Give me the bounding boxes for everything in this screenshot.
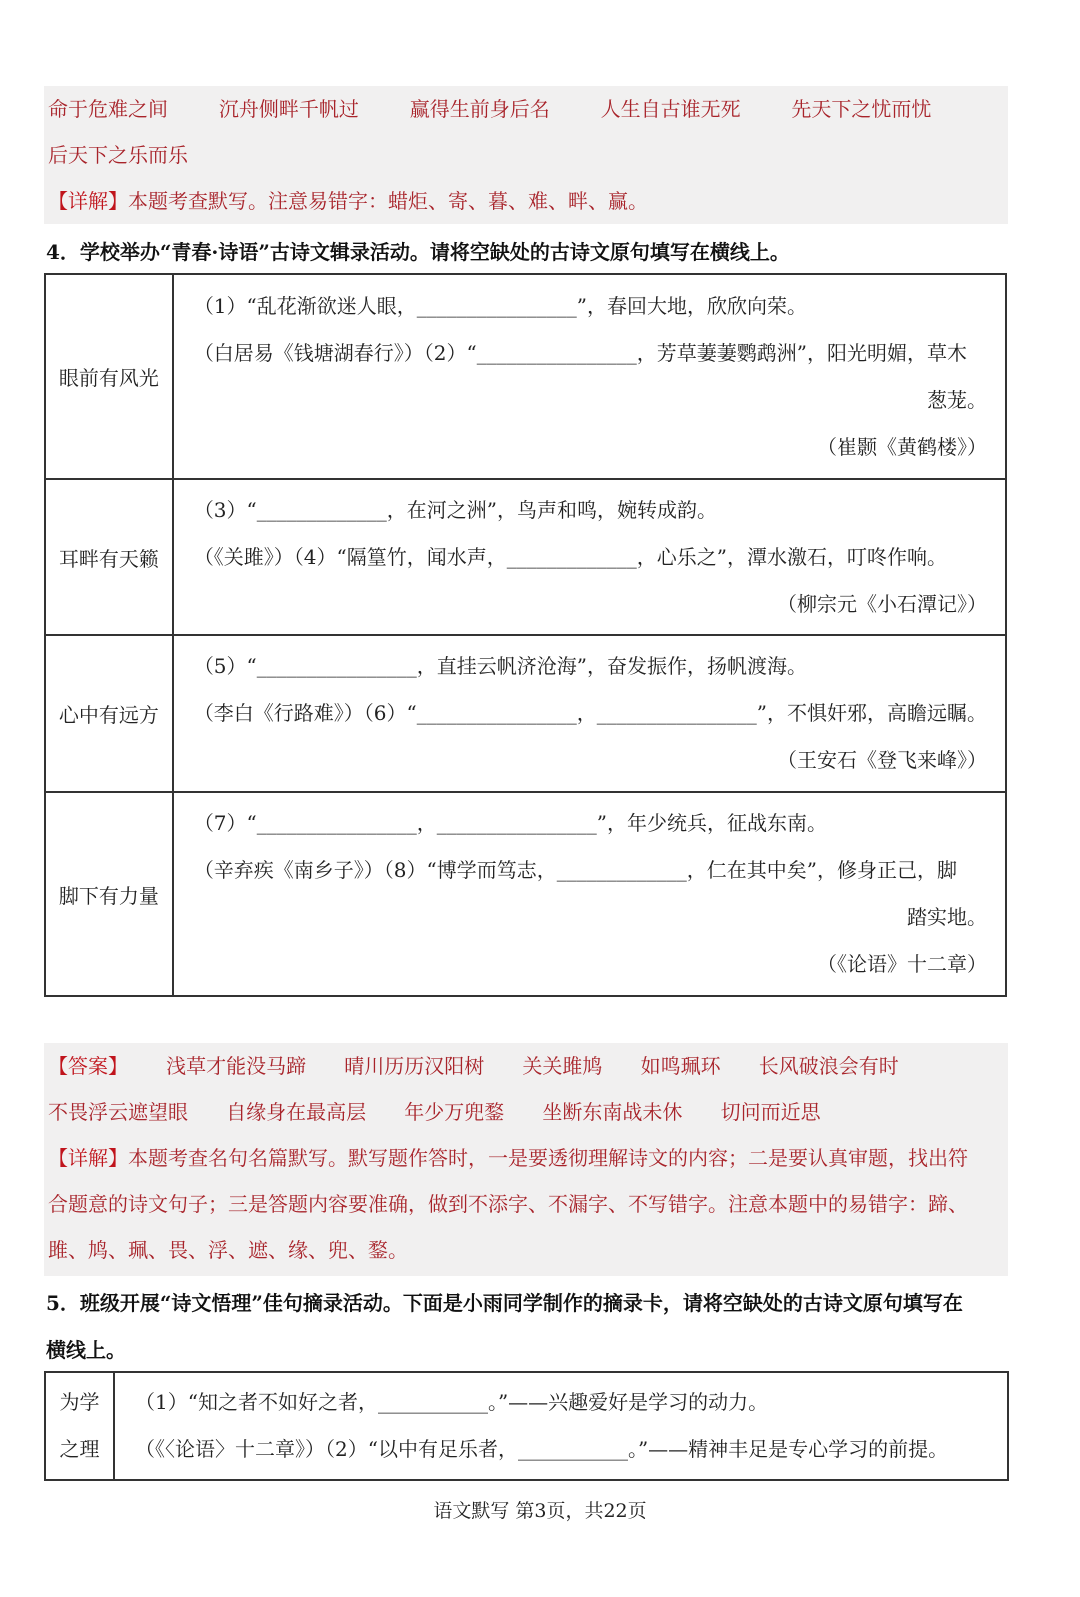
- row-content: [173, 635, 1006, 792]
- content-line: （《论语》十二章）: [817, 952, 987, 976]
- table-row: [45, 792, 1006, 996]
- table-row: [45, 1372, 1008, 1480]
- answer-line: 后天下之乐而乐: [48, 143, 188, 167]
- content-line: （1）“乱花渐欲迷人眼，________________”，春回大地，欣欣向荣。: [193, 293, 807, 318]
- content-line: （3）“_____________，在河之洲”，鸟声和鸣，婉转成韵。: [193, 497, 717, 522]
- page-footer: 语文默写 第3页，共22页: [433, 1500, 647, 1522]
- detail-tag: 【详解】: [48, 189, 128, 213]
- content-line: 葱茏。: [927, 387, 987, 412]
- content-line: （《〈论语〉十二章》）（2）“以中有足乐者，___________。”——精神丰足是专心学习的前提。: [135, 1437, 949, 1461]
- question-5-title-cont: 横线上。: [46, 1338, 126, 1362]
- content-line: （《关雎》）（4）“隔篁竹，闻水声，_____________，心乐之”，潭水激石，叮咚作响。: [193, 544, 947, 569]
- content-line: （白居易《钱塘湖春行》）（2）“________________，芳草萋萋鹦鹉洲”，阳光明媚，草木: [193, 340, 967, 365]
- row-content: [173, 274, 1006, 479]
- answer-line: [48, 1043, 899, 1090]
- content-line: （辛弃疾《南乡子》）（8）“博学而笃志，_____________，仁在其中矣”，修身正己，脚: [193, 858, 957, 882]
- detail-line: [48, 178, 648, 225]
- row-label: 耳畔有天籁: [45, 479, 173, 635]
- content-line: （李白《行路难》）（6）“________________，________________”，不惧奸邪，高瞻远瞩。: [193, 701, 987, 725]
- row-content: [173, 479, 1006, 635]
- label-line: 之理: [59, 1437, 100, 1461]
- question-4-table: [44, 273, 1007, 997]
- row-content: [114, 1372, 1008, 1480]
- table-row: [45, 274, 1006, 479]
- detail-line: 雎、鸠、珮、畏、浮、遮、缘、兜、鍪。: [48, 1238, 408, 1262]
- answer-line: 命于危难之间 沉舟侧畔千帆过 赢得生前身后名 人生自古谁无死 先天下之忧而忧: [48, 97, 932, 121]
- row-content: [173, 792, 1006, 996]
- table-row: [45, 635, 1006, 792]
- row-label: 脚下有力量: [45, 792, 173, 996]
- content-line: （王安石《登飞来峰》）: [777, 748, 987, 772]
- question-4-title: 4．学校举办“青春·诗语”古诗文辑录活动。请将空缺处的古诗文原句填写在横线上。: [46, 240, 790, 264]
- table-row: [45, 479, 1006, 635]
- content-line: （7）“________________，________________”，年少统兵，征战东南。: [193, 811, 827, 835]
- content-line: （5）“________________，直挂云帆济沧海”，奋发振作，扬帆渡海。: [193, 654, 807, 678]
- label-line: 为学: [59, 1390, 100, 1414]
- detail-text: 本题考查默写。注意易错字：蜡炬、寄、暮、难、畔、赢。: [128, 189, 648, 213]
- question-5-table: [44, 1371, 1009, 1481]
- detail-line: [48, 1135, 968, 1182]
- row-label: [45, 1372, 114, 1480]
- detail-tag: 【详解】: [48, 1146, 128, 1170]
- answer-line: 不畏浮云遮望眼 自缘身在最高层 年少万兜鍪 坐断东南战未休 切问而近思: [48, 1100, 821, 1124]
- answer-text: 浅草才能没马蹄 晴川历历汉阳树 关关雎鸠 如鸣珮环 长风破浪会有时: [128, 1054, 899, 1078]
- content-line: 踏实地。: [907, 905, 987, 929]
- answer-tag: 【答案】: [48, 1054, 128, 1078]
- answer-box-q3: [44, 86, 1008, 224]
- content-line: （崔颢《黄鹤楼》）: [817, 434, 987, 459]
- question-5-title: 5．班级开展“诗文悟理”佳句摘录活动。下面是小雨同学制作的摘录卡，请将空缺处的古诗文原句填写在: [46, 1291, 963, 1315]
- answer-box-q4: [44, 1043, 1008, 1276]
- row-label: 眼前有风光: [45, 274, 173, 479]
- row-label: 心中有远方: [45, 635, 173, 792]
- detail-text: 本题考查名句名篇默写。默写题作答时，一是要透彻理解诗文的内容；二是要认真审题，找出符: [128, 1146, 968, 1170]
- content-line: （柳宗元《小石潭记》）: [777, 591, 987, 616]
- detail-line: 合题意的诗文句子；三是答题内容要准确，做到不添字、不漏字、不写错字。注意本题中的易错字：蹄、: [48, 1192, 968, 1216]
- content-line: （1）“知之者不如好之者，___________。”——兴趣爱好是学习的动力。: [135, 1390, 769, 1414]
